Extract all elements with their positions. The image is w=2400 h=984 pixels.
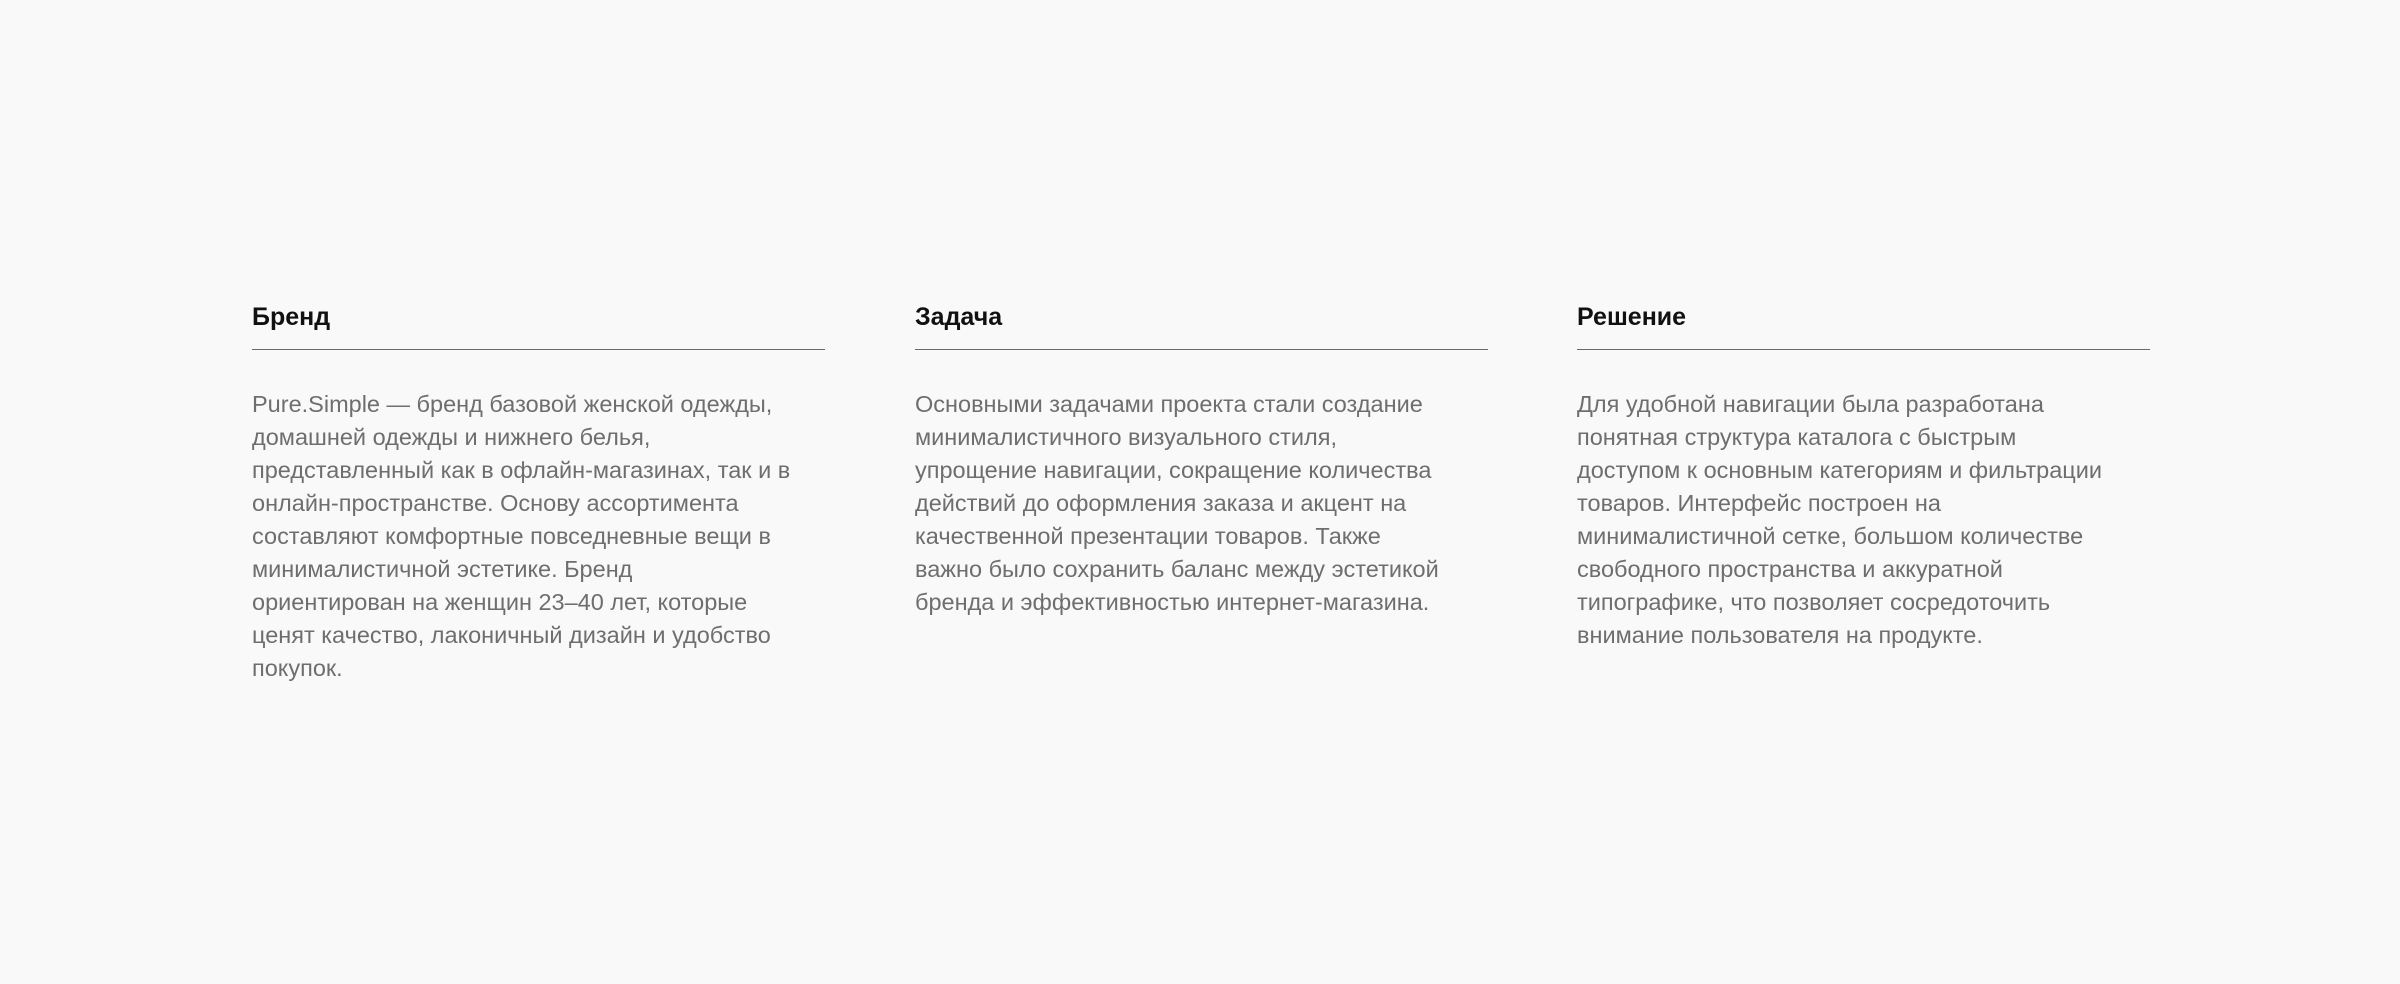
brand-description-line: минималистичной эстетике. Бренд xyxy=(252,556,633,582)
task-description xyxy=(915,388,1488,619)
brand-heading: Бренд xyxy=(252,303,331,331)
solution-description-line: доступом к основным категориям и фильтрации xyxy=(1577,457,2103,483)
brand-description xyxy=(252,388,825,685)
brand-section xyxy=(252,298,825,685)
task-description-line: действий до оформления заказа и акцент на xyxy=(915,490,1407,516)
brand-description-line: составляют комфортные повседневные вещи в xyxy=(252,523,771,549)
brand-description-line: онлайн-пространстве. Основу ассортимента xyxy=(252,490,739,516)
brand-description-line: домашней одежды и нижнего белья, xyxy=(252,424,651,450)
task-heading: Задача xyxy=(915,303,1003,331)
solution-description-line: минималистичной сетке, большом количестве xyxy=(1577,523,2084,549)
brand-description-line: ценят качество, лаконичный дизайн и удобство xyxy=(252,622,771,648)
solution-heading: Решение xyxy=(1577,303,1687,331)
solution-description-line: понятная структура каталога с быстрым xyxy=(1577,424,2017,450)
task-divider xyxy=(915,349,1488,350)
task-section xyxy=(915,298,1488,619)
solution-description-line: Для удобной навигации была разработана xyxy=(1577,391,2044,417)
task-description-line: бренда и эффективностью интернет-магазина. xyxy=(915,589,1430,615)
task-description-line: минималистичного визуального стиля, xyxy=(915,424,1337,450)
task-description-line: важно было сохранить баланс между эстетикой xyxy=(915,556,1439,582)
brand-description-line: Pure.Simple — бренд базовой женской одежды, xyxy=(252,391,773,417)
solution-divider xyxy=(1577,349,2150,350)
brand-description-line: представленный как в офлайн-магазинах, так и в xyxy=(252,457,791,483)
solution-description-line: внимание пользователя на продукте. xyxy=(1577,622,1983,648)
solution-section xyxy=(1577,298,2150,652)
brand-divider xyxy=(252,349,825,350)
brand-description-line: покупок. xyxy=(252,655,343,681)
task-description-line: качественной презентации товаров. Также xyxy=(915,523,1381,549)
task-description-line: Основными задачами проекта стали создание xyxy=(915,391,1423,417)
solution-description-line: типографике, что позволяет сосредоточить xyxy=(1577,589,2051,615)
task-description-line: упрощение навигации, сокращение количества xyxy=(915,457,1432,483)
brand-description-line: ориентирован на женщин 23–40 лет, которые xyxy=(252,589,748,615)
solution-description xyxy=(1577,388,2150,652)
solution-description-line: товаров. Интерфейс построен на xyxy=(1577,490,1941,516)
solution-description-line: свободного пространства и аккуратной xyxy=(1577,556,2003,582)
